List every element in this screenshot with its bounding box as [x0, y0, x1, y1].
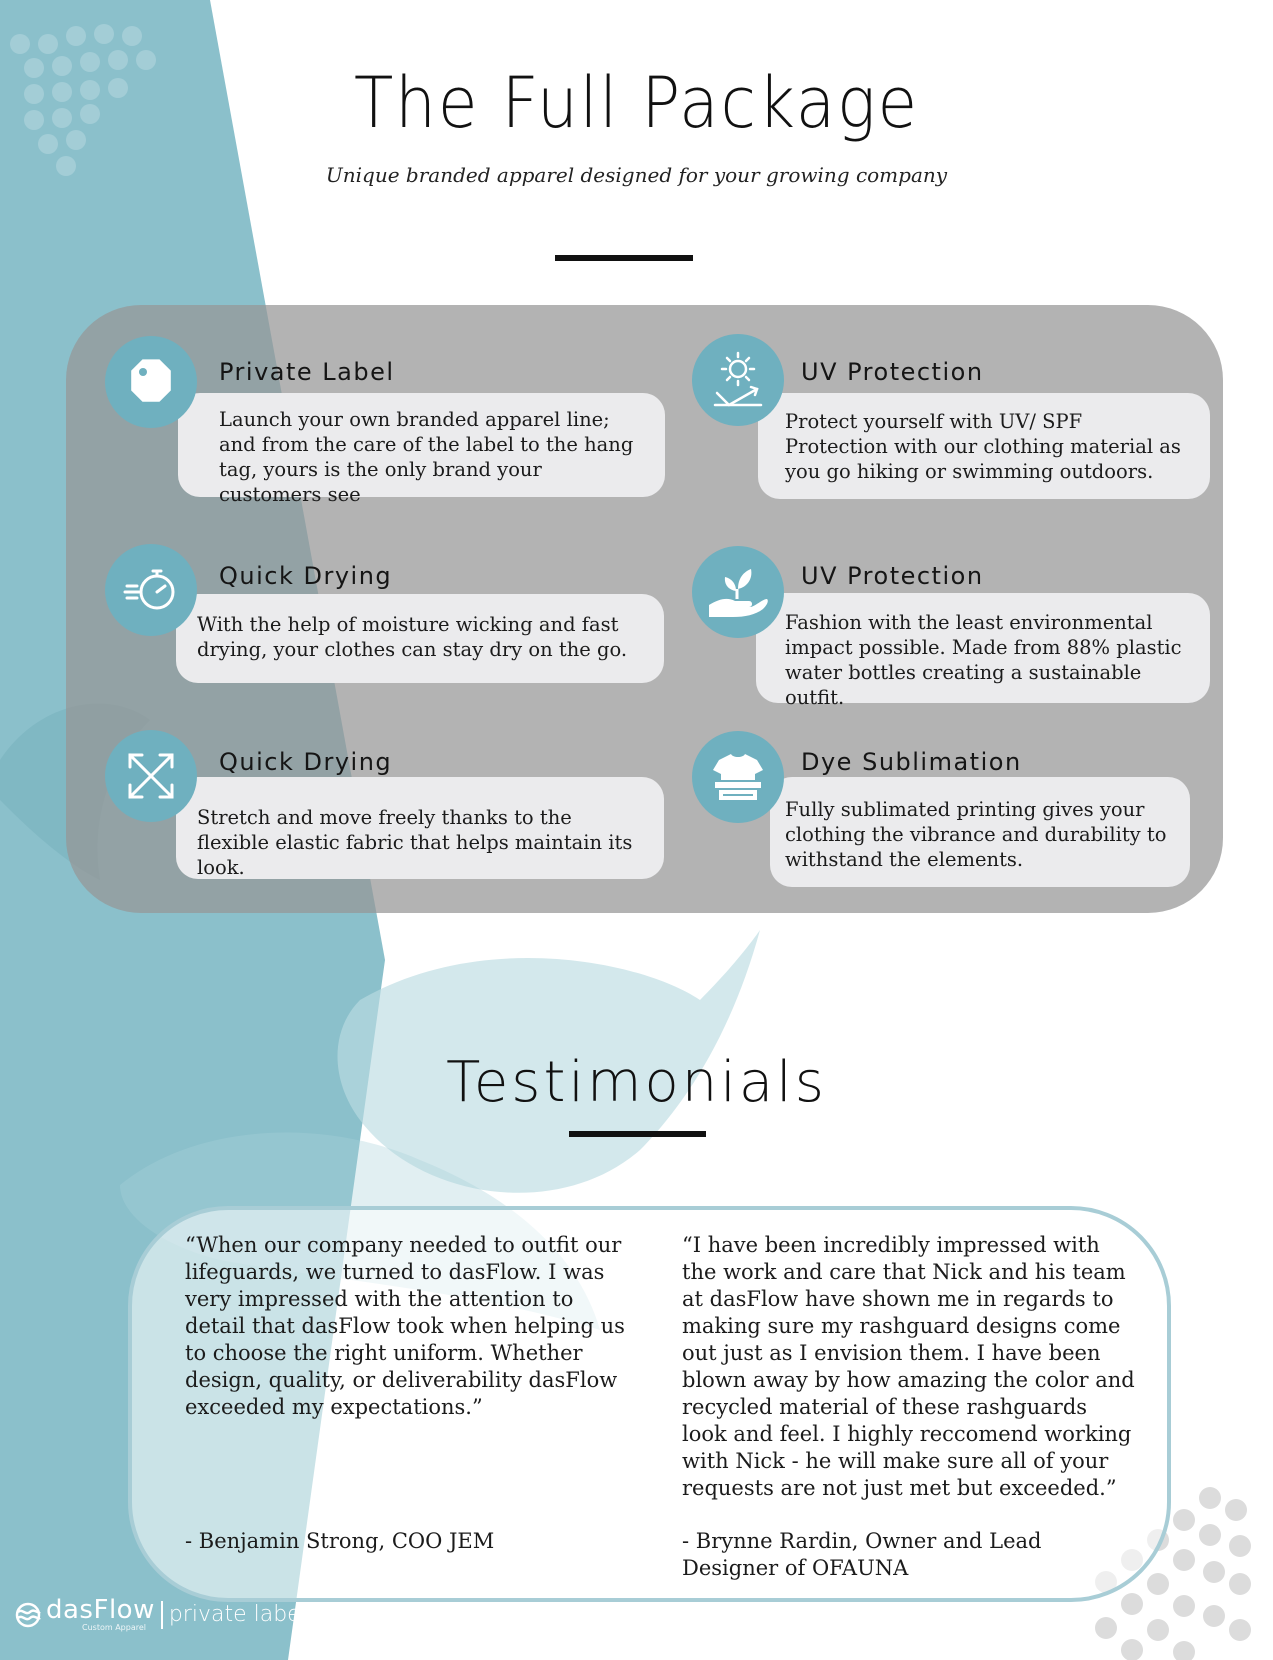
feature-title: UV Protection: [801, 562, 984, 590]
feature-text: Launch your own branded apparel line; and from the care of the label to the hang tag, yours is the only brand your customers see: [219, 408, 634, 506]
testimonial-author: - Brynne Rardin, Owner and Lead Designer of OFAUNA: [682, 1529, 1042, 1580]
sun-uv-icon: [692, 334, 784, 426]
stretch-arrows-icon: [105, 730, 197, 822]
page-subtitle: Unique branded apparel designed for your growing company: [325, 163, 948, 187]
testimonial-author: - Benjamin Strong, COO JEM: [185, 1529, 495, 1553]
feature-card-sustainable: [756, 593, 1210, 709]
feature-title: Private Label: [219, 358, 395, 386]
feature-title: Quick Drying: [219, 562, 393, 590]
price-tag-icon: [105, 336, 197, 428]
feature-card-stretch: [176, 777, 664, 879]
title-divider: [555, 255, 693, 261]
logo-small-text: Custom Apparel: [82, 1623, 146, 1632]
page-title: The Full Package: [354, 62, 919, 144]
testimonials-title: Testimonials: [446, 1050, 827, 1115]
feature-card-dye-sublimation: [770, 777, 1190, 887]
dasflow-logo: [14, 1597, 307, 1632]
hand-sprout-icon: [692, 546, 784, 638]
feature-text: With the help of moisture wicking and fast drying, your clothes can stay dry on the go.: [197, 613, 628, 661]
logo-separator: [161, 1601, 163, 1629]
fast-stopwatch-icon: [105, 544, 197, 636]
logo-brand: dasFlow: [46, 1595, 155, 1625]
feature-card-quick-drying: [176, 594, 664, 683]
testimonials-divider: [569, 1131, 706, 1137]
wave-logo-icon: [14, 1602, 42, 1628]
feature-title: UV Protection: [801, 358, 984, 386]
feature-text: Stretch and move freely thanks to the flexible elastic fabric that helps maintain its look.: [197, 806, 633, 879]
logo-tagline: private label: [168, 1602, 307, 1627]
shirt-print-icon: [692, 731, 784, 823]
feature-text: Fully sublimated printing gives your clothing the vibrance and durability to withstand the elements.: [785, 798, 1167, 871]
feature-card-uv-protection: [758, 393, 1210, 499]
testimonial-quote: “I have been incredibly impressed with the work and care that Nick and his team at dasFlow have shown me in regards to making sure my rashguard designs come out just as I envision them. I have been blown away by how amazing the color and recycled material of these rashguards look and feel. I highly reccomend working with Nick - he will make sure all of your requests are not just met but exceeded.”: [682, 1233, 1135, 1500]
feature-text: Protect yourself with UV/ SPF Protection with our clothing material as you go hiking or swimming outdoors.: [785, 410, 1181, 483]
feature-title: Quick Drying: [219, 748, 393, 776]
feature-card-private-label: [178, 393, 665, 506]
feature-text: Fashion with the least environmental impact possible. Made from 88% plastic water bottles creating a sustainable outfit.: [785, 611, 1182, 709]
testimonial-quote: “When our company needed to outfit our lifeguards, we turned to dasFlow. I was very impressed with the attention to detail that dasFlow took when helping us to choose the right uniform. Whether design, quality, or deliverability dasFlow exceeded my expectations.”: [185, 1233, 625, 1419]
feature-title: Dye Sublimation: [801, 748, 1022, 776]
